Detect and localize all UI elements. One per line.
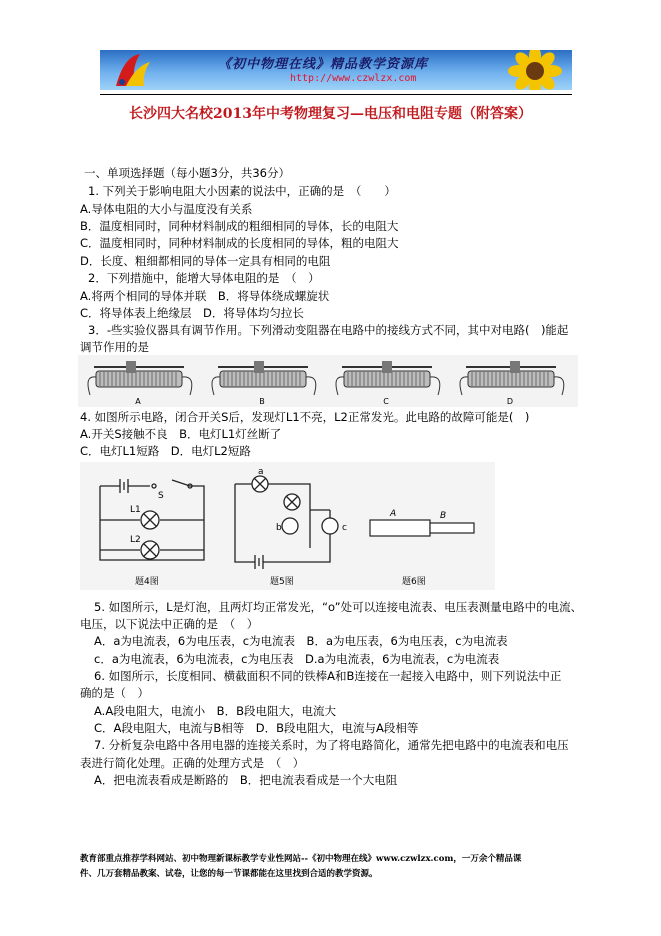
q4-options-ab: A.开关S接触不良 B．电灯L1灯丝断了 — [80, 427, 282, 441]
label-l2: L2 — [130, 535, 141, 545]
q6-options-ab: A.A段电阻大，电流小 B．B段电阻大，电流大 — [94, 704, 336, 718]
rheostat-label-3: C — [383, 397, 389, 406]
label-rod-b: B — [440, 511, 447, 521]
question-5-cont: 电压，以下说法中正确的是 （ ） — [80, 617, 259, 631]
q7-options-ab: A．把电流表看成是断路的 B．把电流表看成是一个大电阻 — [94, 773, 398, 787]
q1-option-d: D．长度、粗细都相同的导体一定具有相同的电阻 — [80, 254, 331, 268]
question-4: 4. 如图所示电路，闭合开关S后，发现灯L1不亮，L2正常发光。此电路的故障可能是( ) — [80, 410, 530, 424]
question-6-cont: 确的是（ ） — [80, 686, 149, 700]
label-b: b — [276, 523, 282, 533]
document-title: 长沙四大名校2013年中考物理复习—电压和电阻专题（附答案） — [129, 106, 532, 122]
q4-options-cd: C．电灯L1短路 D．电灯L2短路 — [80, 444, 251, 458]
rheostat-label-4: D — [506, 397, 514, 406]
site-banner — [100, 50, 572, 90]
label-c: c — [342, 523, 347, 533]
caption-fig5: 题5图 — [270, 577, 294, 587]
rheostat-label-2: B — [259, 397, 265, 406]
q2-options-cd: C．将导体表上绝缘层 D．将导体均匀拉长 — [80, 306, 304, 320]
q6-options-cd: C．A段电阻大，电流与B相等 D．B段电阻大，电流与A段相等 — [94, 721, 419, 735]
section-heading: 一、单项选择题（每小题3分，共36分） — [84, 166, 290, 180]
question-1: 1. 下列关于影响电阻大小因素的说法中，正确的是 （ ） — [88, 184, 396, 198]
q5-options-cd: c．a为电流表，6为电流表，c为电压表 D.a为电流表，6为电流表，c为电流表 — [94, 652, 500, 666]
q5-options-ab: A．a为电流表，6为电压表，c为电流表 B．a为电压表，6为电压表，c为电流表 — [94, 634, 508, 648]
footer-line-1: 教育部重点推荐学科网站、初中物理新课标教学专业性网站--《初中物理在线》www.czwlzx.com，一万余个精品课 — [80, 854, 522, 864]
header-rule — [100, 94, 572, 95]
rheostat-label-1: A — [135, 397, 141, 406]
question-2: 2．下列措施中，能增大导体电阻的是 （ ） — [88, 271, 320, 285]
label-l1: L1 — [130, 505, 141, 515]
caption-fig6: 题6图 — [402, 577, 426, 587]
banner-title: 《初中物理在线》精品教学资源库 — [218, 57, 429, 72]
banner-url[interactable]: http://www.czwlzx.com — [290, 73, 417, 84]
label-rod-a: A — [390, 509, 397, 519]
question-3-cont: 调节作用的是 — [80, 340, 149, 354]
question-7-cont: 表进行简化处理。正确的处理方式是 （ ） — [80, 756, 305, 770]
site-logo-icon — [110, 52, 154, 88]
q2-options-ab: A.将两个相同的导体并联 B．将导体绕成螺旋状 — [80, 289, 330, 303]
question-6: 6. 如图所示，长度相同、横截面积不同的铁棒A和B连接在一起接入电路中，则下列说法中正 — [94, 669, 562, 683]
question-5: 5. 如图所示，L是灯泡，且两灯均正常发光，“o”处可以连接电流表、电压表测量电路中的电流、 — [94, 600, 583, 614]
page-footer — [80, 852, 600, 882]
figure-6-rods — [370, 520, 474, 536]
footer-line-2: 件、几万套精品教案、试卷，让您的每一节课都能在这里找到合适的教学资源。 — [80, 869, 378, 879]
sunflower-icon — [500, 50, 570, 90]
question-3: 3．-些实验仪器具有调节作用。下列滑动变阻器在电路中的接线方式不同，其中对电路( )能起 — [88, 323, 569, 337]
circuit-figures — [80, 462, 495, 590]
question-7: 7. 分析复杂电路中各用电器的连接关系时，为了将电路简化，通常先把电路中的电流表和电压 — [94, 738, 569, 752]
caption-fig4: 题4图 — [135, 577, 159, 587]
label-a: a — [258, 467, 264, 477]
q1-option-a: A.导体电阻的大小与温度没有关系 — [80, 202, 253, 216]
label-s: S — [158, 491, 164, 501]
q1-option-b: B．温度相同时，同种材料制成的粗细相同的导体，长的电阻大 — [80, 219, 399, 233]
rheostat-figures — [78, 355, 578, 407]
q1-option-c: C．温度相同时，同种材料制成的长度相同的导体，粗的电阻大 — [80, 236, 399, 250]
